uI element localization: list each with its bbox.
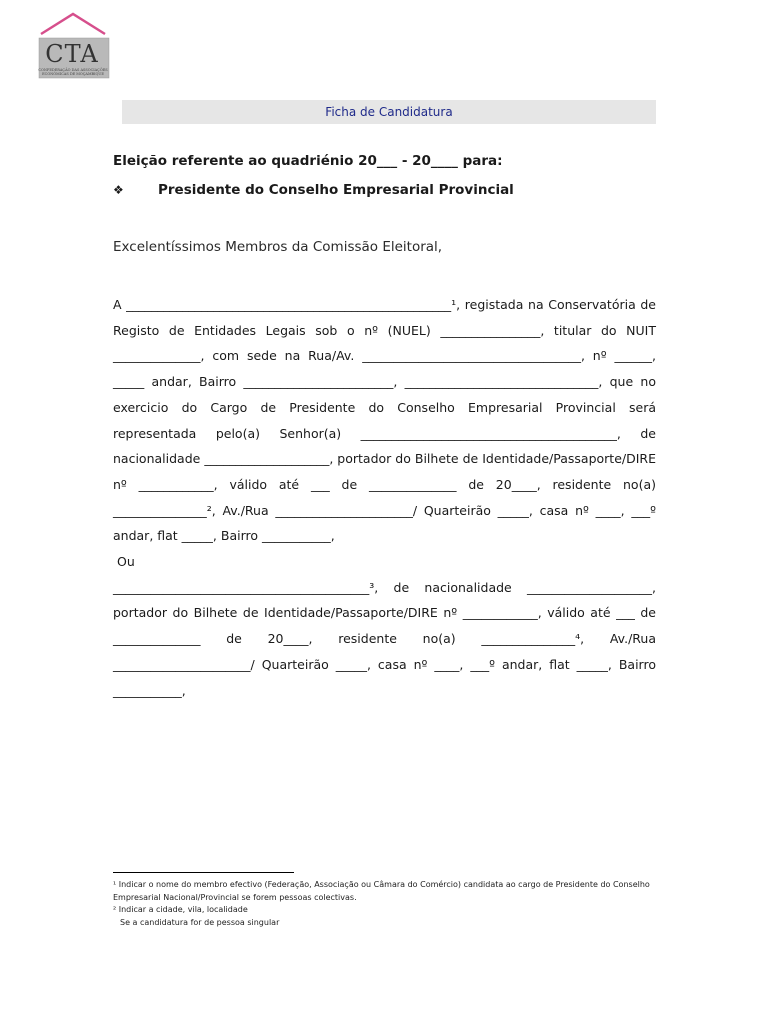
- logo-subtext: CONFEDERAÇÃO DAS ASSOCIAÇÕES ECONÓMICAS DE MOÇAMBIQUE: [38, 68, 108, 76]
- footnote-separator: [113, 872, 294, 873]
- diamond-bullet-icon: ❖: [113, 183, 124, 197]
- footnote-2: ² Indicar a cidade, vila, localidade: [113, 905, 248, 914]
- election-heading: Eleição referente ao quadriénio 20___ - 20____ para:: [113, 153, 503, 169]
- collective-candidate-paragraph: A ____________________________________________________¹, registada na Conservatória de Registo de Entidades Legais sob o nº (NUEL) ________________, titular do NUIT ______________, com sede na Rua/Av. ___________________________________, nº ______, _____ andar, Bairro ________________________, _______________________________, que no exercicio do Cargo de Presidente do Conselho Empresarial Provincial será representada pelo(a) Senhor(a) _________________________________________, de nacionalidade ____________________, portador do Bilhete de Identidade/Passaporte/DIRE nº ____________, válido até ___ de ______________ de 20____, residente no(a) _______________², Av./Rua ______________________/ Quarteirão _____, casa nº ____, ___º andar, flat _____, Bairro ___________,: [113, 297, 656, 544]
- footnote-1: ¹ Indicar o nome do membro efectivo (Federação, Associação ou Câmara do Comércio) candidata ao cargo de Presidente do Conselho Empresarial Nacional/Provincial se forem pessoas colectivas.: [113, 880, 650, 902]
- individual-candidate-paragraph: _________________________________________³, de nacionalidade ____________________, portador do Bilhete de Identidade/Passaporte/DIRE nº ____________, válido até ___ de ______________ de 20____, residente no(a) _______________⁴, Av./Rua ______________________/ Quarteirão _____, casa nº ____, ___º andar, flat _____, Bairro ___________,: [113, 579, 656, 698]
- footnote-3: Se a candidatura for de pessoa singular: [120, 917, 280, 927]
- salutation: Excelentíssimos Membros da Comissão Eleitoral,: [113, 239, 443, 255]
- or-label: Ou: [117, 554, 135, 570]
- position-title: Presidente do Conselho Empresarial Provincial: [158, 182, 514, 198]
- footnotes: [113, 879, 658, 929]
- form-title-banner: Ficha de Candidatura: [122, 100, 656, 124]
- logo-text: CTA: [45, 40, 99, 68]
- form-body: [113, 292, 656, 703]
- cta-logo: [33, 12, 113, 80]
- position-heading: [113, 182, 673, 198]
